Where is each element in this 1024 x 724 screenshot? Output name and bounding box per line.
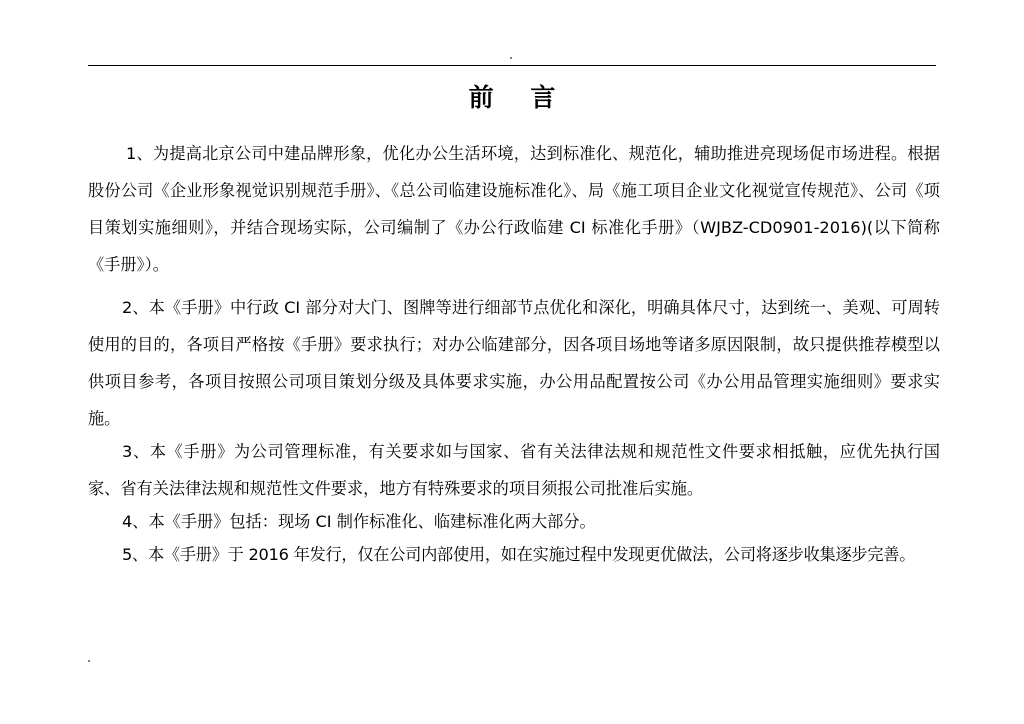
paragraph-1: 1、为提高北京公司中建品牌形象，优化办公生活环境，达到标准化、规范化，辅助推进亮现场促市场进程。根据股份公司《企业形象视觉识别规范手册》、《总公司临建设施标准化》、局《施工项目企业文化视觉宣传规范》、公司《项目策划实施细则》，并结合现场实际，公司编制了《办公行政临建 CI 标准化手册》（WJBZ-CD0901-2016)(以下简称《手册》）。 <box>88 144 940 274</box>
header-dot <box>510 57 512 59</box>
paragraph-2: 2、本《手册》中行政 CI 部分对大门、图牌等进行细部节点优化和深化，明确具体尺寸，达到统一、美观、可周转使用的目的，各项目严格按《手册》要求执行；对办公临建部分，因各项目场地等诸多原因限制，故只提供推荐模型以供项目参考，各项目按照公司项目策划分级及具体要求实施，办公用品配置按公司《办公用品管理实施细则》要求实施。 <box>88 298 940 428</box>
paragraph-3: 3、本《手册》为公司管理标准，有关要求如与国家、省有关法律法规和规范性文件要求相抵触，应优先执行国家、省有关法律法规和规范性文件要求，地方有特殊要求的项目须报公司批准后实施。 <box>88 442 940 498</box>
paragraph-5: 5、本《手册》于 2016 年发行，仅在公司内部使用，如在实施过程中发现更优做法，公司将逐步收集逐步完善。 <box>122 545 916 564</box>
footer-dot <box>88 660 90 662</box>
paragraph-4: 4、本《手册》包括：现场 CI 制作标准化、临建标准化两大部分。 <box>122 512 596 531</box>
header-rule <box>88 65 936 66</box>
page-title: 前 言 <box>468 83 570 112</box>
preface-body <box>88 135 940 573</box>
